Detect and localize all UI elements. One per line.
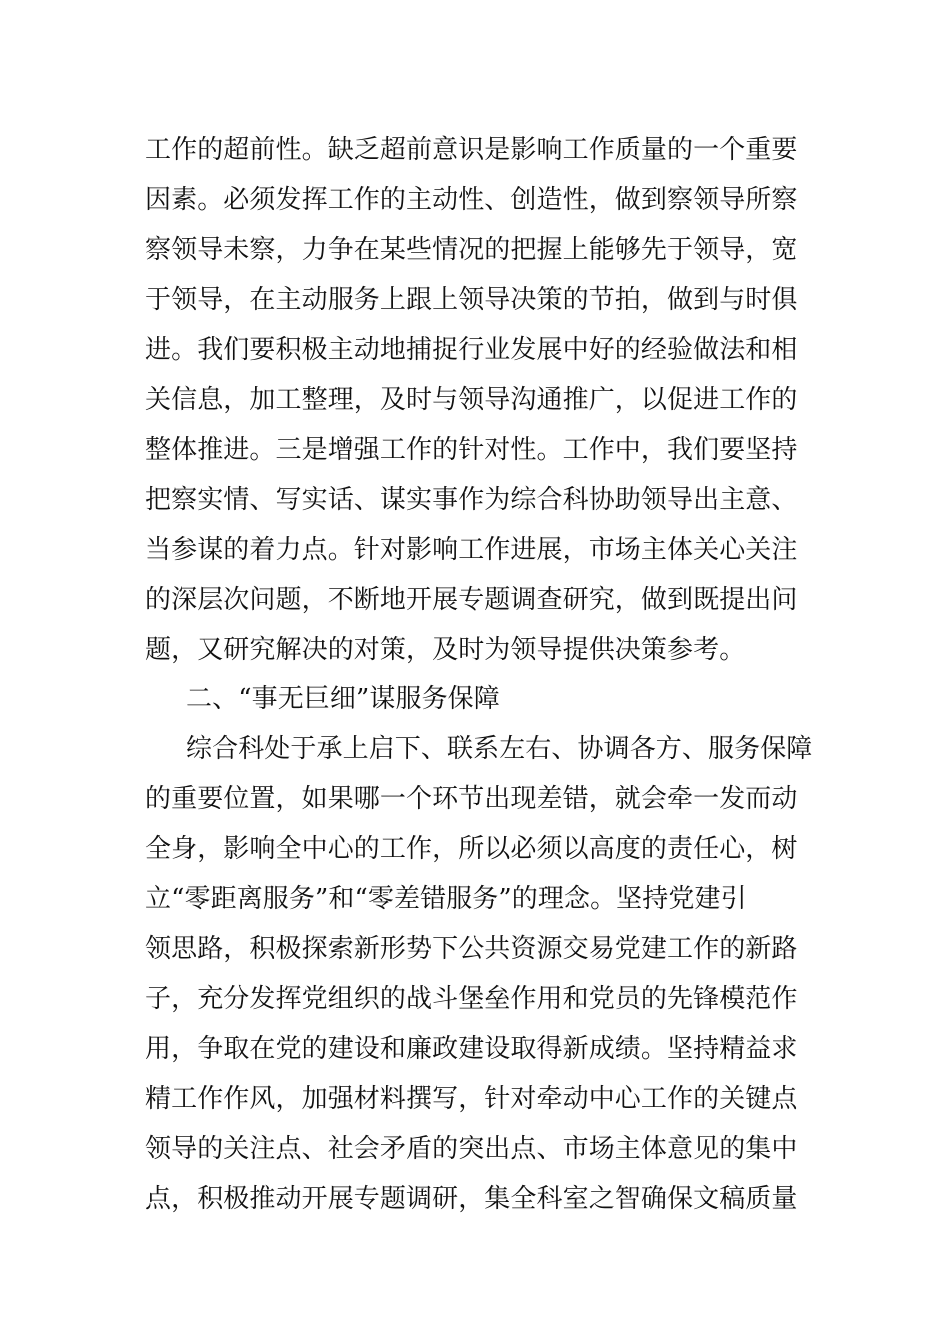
text-line: 领思路，积极探索新形势下公共资源交易党建工作的新路 (145, 934, 798, 964)
text-line: 综合科处于承上启下、联系左右、协调各方、服务保障 (186, 734, 813, 764)
text-line: 的深层次问题，不断地开展专题调查研究，做到既提出问 (145, 585, 798, 615)
text-line: 于领导，在主动服务上跟上领导决策的节拍，做到与时俱 (145, 285, 798, 315)
text-line: 工作的超前性。缺乏超前意识是影响工作质量的一个重要 (145, 135, 798, 165)
text-line: 题，又研究解决的对策，及时为领导提供决策参考。 (145, 635, 746, 665)
text-line: 子，充分发挥党组织的战斗堡垒作用和党员的先锋模范作 (145, 984, 798, 1014)
text-line: 把察实情、写实话、谋实事作为综合科协助领导出主意、 (145, 485, 798, 515)
text-line: 关信息，加工整理，及时与领导沟通推广，以促进工作的 (145, 385, 798, 415)
text-line: 立“零距离服务”和“零差错服务”的理念。坚持党建引 (145, 884, 747, 914)
text-line: 点，积极推动开展专题调研，集全科室之智确保文稿质量 (145, 1184, 798, 1214)
text-line: 整体推进。三是增强工作的针对性。工作中，我们要坚持 (145, 435, 798, 465)
text-line: 当参谋的着力点。针对影响工作进展，市场主体关心关注 (145, 535, 798, 565)
text-line: 因素。必须发挥工作的主动性、创造性，做到察领导所察 (145, 185, 798, 215)
text-line: 察领导未察，力争在某些情况的把握上能够先于领导，宽 (145, 235, 798, 265)
text-line: 精工作作风，加强材料撰写，针对牵动中心工作的关键点 (145, 1084, 798, 1114)
text-line: 进。我们要积极主动地捕捉行业发展中好的经验做法和相 (145, 335, 798, 365)
text-line: 的重要位置，如果哪一个环节出现差错，就会牵一发而动 (145, 784, 798, 814)
text-line: 全身，影响全中心的工作，所以必须以高度的责任心，树 (145, 834, 798, 864)
section-heading: 二、“事无巨细”谋服务保障 (186, 684, 500, 714)
text-line: 用，争取在党的建设和廉政建设取得新成绩。坚持精益求 (145, 1034, 798, 1064)
text-line: 领导的关注点、社会矛盾的突出点、市场主体意见的集中 (145, 1134, 798, 1164)
